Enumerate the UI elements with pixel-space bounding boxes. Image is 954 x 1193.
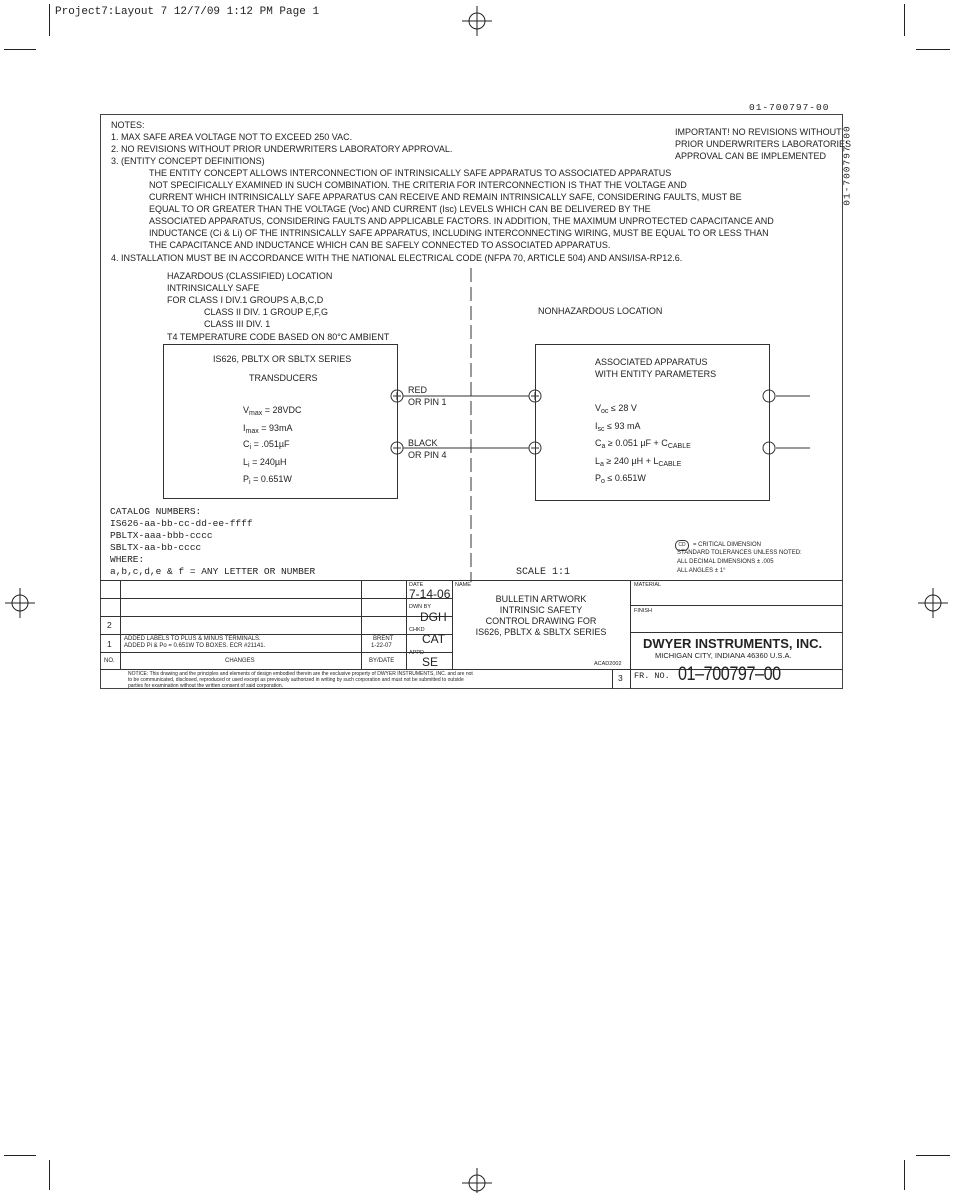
name-label: NAME (455, 582, 471, 588)
drawing-name-line: CONTROL DRAWING FOR (485, 616, 597, 626)
nonhazardous-location: NONHAZARDOUS LOCATION (538, 306, 663, 316)
rev-1-date: 1-22-07 (371, 643, 392, 649)
note-3-line: THE ENTITY CONCEPT ALLOWS INTERCONNECTION OF INTRINSICALLY SAFE APPARATUS TO ASSOCIATED APPARATUS (149, 168, 672, 178)
drawn-by-value: DGH (420, 610, 447, 624)
fr-no-label: FR. NO. (634, 671, 670, 681)
voc-param: $V_{oc} \le 28$ V (595, 403, 637, 415)
finish-label: FINISH (634, 608, 653, 614)
note-4: 4. INSTALLATION MUST BE IN ACCORDANCE WITH THE NATIONAL ELECTRICAL CODE (NFPA 70, ARTICLE 504) AND ANSI/ISA-RP12.6. (111, 253, 683, 263)
transducer-subtitle: TRANSDUCERS (249, 373, 318, 383)
fr-number: 01–700797–00 (678, 664, 781, 685)
print-header: Project7:Layout 7 12/7/09 1:12 PM Page 1 (55, 6, 320, 18)
scale-label: SCALE 1:1 (516, 567, 571, 578)
date-label: DATE (409, 582, 424, 588)
rev-1-change: ADDED LABELS TO PLUS & MINUS TERMINALS. (124, 636, 261, 642)
po-param: $P_o \le 0.651W$ (595, 473, 646, 485)
col-no: NO. (104, 658, 115, 664)
vmax-param: $V_{max} = 28VDC$ (243, 405, 302, 417)
drawing-name-line: INTRINSIC SAFETY (499, 605, 583, 615)
drawing-number-side: 01-700797-00 (841, 125, 853, 206)
rev-1-change: ADDED Pi & Po = 0.651W TO BOXES. ECR #21141. (124, 643, 266, 649)
acad-label: ACAD2002 (594, 661, 622, 667)
approved-label: APPD (409, 650, 424, 656)
company-name: DWYER INSTRUMENTS, INC. (643, 636, 823, 651)
sheet-number: 3 (618, 673, 623, 683)
note-3-line: INDUCTANCE (Ci & Li) OF THE INTRINSICALLY SAFE APPARATUS, INCLUDING INTERCONNECTING WIRING, MUST BE EQUAL TO OR LESS THAN (149, 228, 769, 238)
note-2: 2. NO REVISIONS WITHOUT PRIOR UNDERWRITERS LABORATORY APPROVAL. (111, 144, 453, 154)
rev-1-by: BRENT (373, 636, 394, 642)
drawing-name-line: IS626, PBLTX & SBLTX SERIES (475, 627, 607, 637)
notice-line: to be communicated, disclosed, reproduced or used except as previously authorized in writing by such corporation and must not be submitted to outside (128, 677, 464, 683)
drawing-number-top: 01-700797-00 (749, 102, 830, 113)
li-param: $L_i = 240\mu H$ (243, 457, 287, 469)
notes-heading: NOTES: (111, 120, 145, 130)
ca-param: $C_a \ge 0.051$ $\mu F + C_{CABLE}$ (595, 438, 691, 450)
black-label: BLACK (408, 438, 438, 448)
isc-param: $I_{sc} \le 93$ mA (595, 421, 641, 433)
col-changes: CHANGES (225, 658, 255, 664)
rev-2-no: 2 (107, 620, 112, 630)
material-label: MATERIAL (634, 582, 662, 588)
drawing-name-line: BULLETIN ARTWORK (495, 594, 587, 604)
red-label: RED (408, 385, 428, 395)
notice-line: parties for examination without the written consent of said corporation. (128, 683, 284, 689)
note-3-line: EQUAL TO OR GREATER THAN THE VOLTAGE (Voc) AND CURRENT (Isc) LEVELS WHICH CAN BE DELIVERED BY THE (149, 204, 651, 214)
pi-param: $P_i = 0.651W$ (243, 474, 292, 486)
la-param: $L_a \ge 240$ $\mu H + L_{CABLE}$ (595, 456, 682, 468)
note-3-line: ASSOCIATED APPARATUS, CONSIDERING FAULTS AND APPLICABLE FACTORS. IN ADDITION, THE MAXIMUM UNPROTECTED CAPACITANCE AND (149, 216, 774, 226)
date-value: 7-14-06 (409, 587, 451, 601)
checked-value: CAT (422, 632, 446, 646)
col-by-date: BY/DATE (369, 658, 395, 664)
note-3-line: NOT SPECIFICALLY EXAMINED IN SUCH COMBINATION. THE CRITERIA FOR INTERCONNECTION IS THAT THE VOLTAGE AND (149, 180, 687, 190)
drawn-by-label: DWN BY (409, 604, 431, 610)
critical-dimension-icon: CD (675, 540, 689, 551)
rev-1-no: 1 (107, 639, 112, 649)
imax-param: $I_{max} = 93mA$ (243, 423, 293, 435)
associated-title-1: ASSOCIATED APPARATUS (595, 357, 708, 367)
transducer-title: IS626, PBLTX OR SBLTX SERIES (213, 354, 352, 364)
notice-line: NOTICE: This drawing and the principles and elements of design embodied therein are the exclusive property of DWYER INSTRUMENTS, INC. and are not (128, 671, 473, 677)
company-address: MICHIGAN CITY, INDIANA 46360 U.S.A. (655, 651, 792, 660)
checked-label: CHKD (409, 627, 425, 633)
ci-param: $C_i = .051\mu F$ (243, 439, 290, 451)
note-3: 3. (ENTITY CONCEPT DEFINITIONS) (111, 156, 265, 166)
approved-value: SE (422, 655, 439, 669)
note-3-line: THE CAPACITANCE AND INDUCTANCE WHICH CAN BE SAFELY CONNECTED TO ASSOCIATED APPARATUS. (149, 240, 611, 250)
associated-title-2: WITH ENTITY PARAMETERS (595, 369, 717, 379)
black-pin-label: OR PIN 4 (408, 450, 447, 460)
red-pin-label: OR PIN 1 (408, 397, 447, 407)
note-1: 1. MAX SAFE AREA VOLTAGE NOT TO EXCEED 250 VAC. (111, 132, 353, 142)
note-3-line: CURRENT WHICH INTRINSICALLY SAFE APPARATUS CAN RECEIVE AND REMAIN INTRINSICALLY SAFE, CONSIDERING FAULTS, MUST BE (149, 192, 742, 202)
